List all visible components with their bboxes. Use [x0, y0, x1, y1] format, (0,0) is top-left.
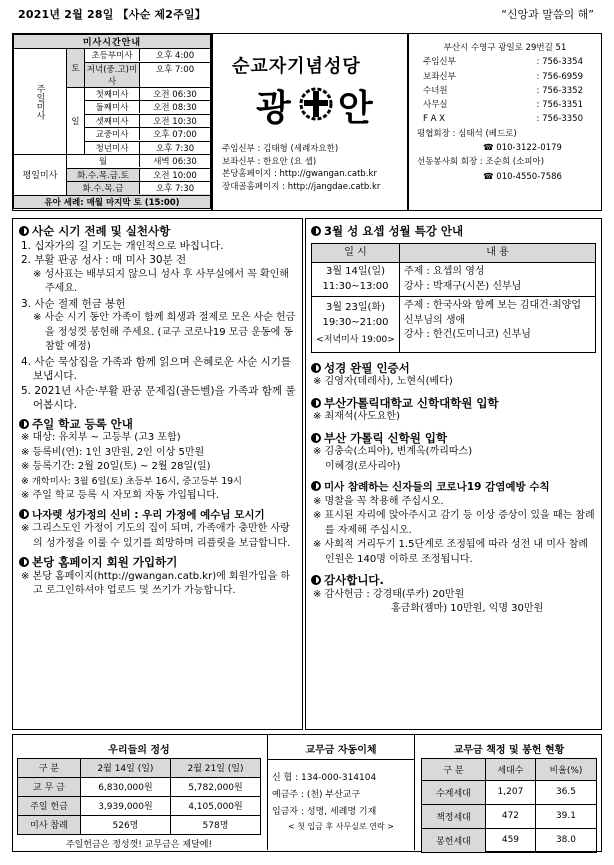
year-motto: “신앙과 말씀의 해” — [501, 8, 594, 21]
sunday-school-item: ※ 대상: 유치부 ~ 고등부 (고3 포함) — [21, 432, 181, 443]
section-bullet-icon — [311, 398, 321, 408]
section-bullet-icon — [311, 575, 321, 585]
lent-note: ※ 사순 시기 동안 가족이 함께 희생과 절제로 모은 사순 헌금을 정성껏 봉헌해 주세요. (교구 코로나19 모금 운동에 동참할 예정) — [33, 312, 296, 352]
graduate-school-title: 부산가톨릭대학교 신학대학원 입학 — [311, 396, 596, 411]
contact-value: : 756-3354 — [536, 57, 583, 68]
thanks-donors: 홍금화(젬마) 10만원, 익명 30만원 — [391, 603, 544, 614]
offering-note: 주일헌금은 정성껏! 교무금은 제달에! — [65, 840, 213, 851]
holy-family-text: ※ 그리스도인 가정이 기도의 집이 되며, 가족애가 충만한 사랑의 성가정을 이룰 수 있기를 희망하며 리플릿을 보급합니다. — [21, 523, 291, 549]
autopay-account: 신 협 : 134-000-314104 — [272, 773, 377, 783]
theology-institute-title: 부산 가톨릭 신학원 입학 — [311, 431, 596, 446]
infant-baptism: 유아 세례: 매월 마지막 토 (15:00) — [14, 195, 211, 209]
offering-label: 미사 참례 — [18, 815, 81, 834]
thanks-donors: ※ 감사헌금 : 강경태(루카) 20만원 — [313, 588, 465, 600]
offering-head: 2월 14일 (일) — [80, 758, 170, 777]
church-subtitle: 순교자기념성당 — [232, 56, 361, 77]
contact-value: : 756-3352 — [536, 85, 583, 96]
homepage-signup-text: ※ 본당 홈페이지(http://gwangan.catb.kr)에 회원가입을 하고 로그인하셔야 업로드 및 쓰기가 가능합니다. — [21, 570, 291, 596]
sunday-school-item: ※ 개학미사: 3월 6일(토) 초등부 16시, 중고등부 19시 — [21, 475, 243, 487]
lent-section-title: 사순 시기 전례 및 실천사항 — [19, 224, 297, 239]
women-association-phone: ☎ 010-4550-7586 — [483, 171, 562, 182]
mass-time: 오후 7:30 — [140, 182, 210, 194]
sunday-mass-label: 주일미사 — [14, 49, 67, 155]
mass-name: 교중미사 — [85, 128, 140, 140]
autopay-holder: 예금주 : (천) 부산교구 — [272, 790, 361, 800]
lent-note: ※ 성사표는 배부되지 않으니 성사 후 사무실에서 꼭 확인해주세요. — [33, 268, 289, 294]
section-bullet-icon — [19, 557, 29, 567]
lecture-head-content: 내 용 — [400, 243, 596, 263]
mass-schedule — [12, 33, 212, 211]
contact-row — [423, 84, 583, 98]
theology-institute-names: 이혜경(로사리아) — [325, 460, 401, 472]
church-name-right: 안 — [338, 88, 373, 129]
mass-time: 오후 7:30 — [155, 143, 195, 154]
covid-rule: ※ 표시된 자리에 앉아주시고 감기 등 이상 증상이 있을 때는 참례를 자제해 주십시오. — [313, 510, 595, 536]
contact-row — [423, 55, 583, 69]
sunday-school-item: ※ 등록비(연): 1인 3만원, 2인 이상 5만원 — [21, 446, 205, 458]
cross-emblem-icon — [298, 86, 334, 122]
council-president: 평협회장 : 심태석 (베드로) — [417, 128, 517, 139]
offering-label: 주일 헌금 — [18, 796, 81, 815]
mass-name: 화.수.목.금.토 — [67, 169, 140, 181]
autopay-title: 교무금 자동이체 — [268, 735, 414, 760]
section-bullet-icon — [19, 226, 29, 236]
weekday-mass-label: 평일미사 — [14, 155, 67, 196]
lecture-content-cell: 주제 : 한국사와 함께 보는 김대건·최양업 신부님의 생애 강사 : 한건(도미니코) 신부님 — [400, 297, 596, 353]
lecture-date-cell: 3월 14일(일) 11:30~13:00 — [312, 263, 400, 297]
pledge-value: 472 — [485, 804, 535, 828]
section-bullet-icon — [19, 509, 29, 519]
section-bullet-icon — [19, 419, 29, 429]
pledge-value: 39.1 — [535, 804, 596, 828]
contact-value: : 756-6959 — [536, 71, 583, 82]
contact-value: : 756-3351 — [536, 100, 583, 111]
church-address: 부산시 수영구 광일로 29번길 51 — [443, 43, 567, 53]
covid-rule: ※ 사회적 거리두기 1.5단계로 조정됨에 따라 성전 내 미사 참례 인원은 140명 이하로 조정됩니다. — [313, 539, 589, 565]
mass-time: 오전 06:30 — [153, 89, 197, 100]
sunday-label: 일 — [67, 87, 85, 155]
mass-time: 오후 7:00 — [140, 63, 210, 87]
contact-value: : 756-3350 — [536, 114, 583, 125]
assistant-pastor-line: 보좌신부 : 한요안 (요 셉) — [222, 156, 317, 167]
autopay-box — [267, 735, 415, 850]
autopay-note: < 첫 입금 후 사무실로 연락 > — [288, 822, 394, 831]
contact-label: 주임신부 — [423, 57, 456, 68]
mass-name: 화.수.목.금 — [67, 182, 140, 194]
contact-row — [423, 70, 583, 84]
lecture-date-cell: 3월 23일(화) 19:30~21:00 <저녁미사 19:00> — [312, 297, 400, 353]
offering-value: 6,830,000원 — [80, 777, 170, 796]
bible-transcription-names: ※ 김영자(데레사), 노현식(베다) — [313, 376, 453, 387]
sunday-school-title: 주일 학교 등록 안내 — [19, 417, 297, 432]
holy-family-title: 나자렛 성가정의 신비 : 우리 가정에 예수님 모시기 — [19, 508, 297, 523]
offering-title: 우리들의 정성 — [18, 739, 261, 758]
covid-rules-title: 미사 참례하는 신자들의 코로나19 감염예방 수칙 — [311, 480, 596, 495]
offering-value: 3,939,000원 — [80, 796, 170, 815]
lent-item: 5. 2021년 사순·부활 판공 문제집(골든벨)을 가족과 함께 풀어봅시다. — [21, 384, 296, 411]
section-bullet-icon — [311, 433, 321, 443]
pledge-title: 교무금 책정 및 봉헌 현황 — [422, 739, 597, 758]
homepage-signup-title: 본당 홈페이지 회원 가입하기 — [19, 555, 297, 570]
lecture-content-cell: 주제 : 요셉의 영성 강사 : 박재구(시몬) 신부님 — [400, 263, 596, 297]
mass-schedule-title: 미사시간안내 — [14, 35, 211, 49]
mass-time: 오후 07:00 — [153, 130, 197, 141]
pledge-label: 수계세대 — [422, 780, 486, 804]
pledge-label: 책정세대 — [422, 804, 486, 828]
pledge-head: 세대수 — [485, 758, 535, 780]
graduate-school-names: ※ 최재석(사도요한) — [313, 411, 400, 422]
mass-time: 새벽 06:30 — [153, 157, 197, 168]
pledge-head: 구 분 — [422, 758, 486, 780]
mass-name: 셋째미사 — [85, 115, 140, 127]
sunday-school-item: ※ 등록기간: 2월 20일(토) ~ 2월 28일(일) — [21, 461, 211, 472]
contact-label: F A X — [423, 114, 445, 125]
thanks-title: 감사합니다. — [311, 573, 596, 588]
lent-item: 3. 사순 절제 헌금 봉헌 — [21, 297, 126, 310]
contact-panel — [408, 33, 602, 211]
offering-value: 4,105,000원 — [170, 796, 260, 815]
bulletin-date: 2021년 2월 28일 【사순 제2주일】 — [18, 8, 206, 21]
section-bullet-icon — [311, 481, 321, 491]
section-bullet-icon — [311, 363, 321, 373]
mass-name: 첫째미사 — [85, 88, 140, 100]
offering-head: 2월 21일 (일) — [170, 758, 260, 777]
sunday-school-item: ※ 주일 학교 등록 시 자모회 자동 가입됩니다. — [21, 490, 220, 501]
saturday-label: 토 — [67, 49, 85, 88]
lecture-head-date: 일 시 — [312, 243, 400, 263]
right-column — [305, 218, 602, 730]
mass-name: 청년미사 — [85, 142, 140, 154]
mass-name: 초등부미사 — [85, 49, 140, 61]
lent-item: 4. 사순 묵상집을 가족과 함께 읽으며 은혜로운 사순 시기를 보냅시다. — [21, 355, 292, 382]
mass-time: 오후 4:00 — [155, 51, 195, 62]
st-joseph-lecture-title: 3월 성 요셉 성월 특강 안내 — [311, 224, 596, 239]
offering-label: 교 무 금 — [18, 777, 81, 796]
pledge-value: 459 — [485, 828, 535, 852]
pledge-value: 36.5 — [535, 780, 596, 804]
pledge-value: 38.0 — [535, 828, 596, 852]
offering-value: 578명 — [170, 815, 260, 834]
pledge-head: 비율(%) — [535, 758, 596, 780]
contact-row — [423, 98, 583, 112]
covid-rule: ※ 명찰을 꼭 착용해 주십시오. — [313, 495, 444, 507]
clergy-info — [222, 143, 380, 193]
theology-institute-names: ※ 김충숙(소피아), 변계옥(까리따스) — [313, 446, 473, 457]
autopay-depositor: 입금자 : 성명, 세례명 기재 — [272, 807, 377, 817]
church-name-left: 광 — [256, 88, 291, 129]
women-association-president: 선동봉사회 회장 : 조순희 (소피아) — [417, 157, 545, 168]
offering-head: 구 분 — [18, 758, 81, 777]
council-phone: ☎ 010-3122-0179 — [483, 143, 562, 154]
lecture-table — [311, 243, 596, 353]
offering-table — [17, 739, 261, 853]
offering-value: 5,782,000원 — [170, 777, 260, 796]
homepage-link[interactable]: 본당홈페이지 : http://gwangan.catb.kr — [222, 169, 377, 179]
mass-time: 오전 08:30 — [153, 103, 197, 114]
mass-time: 오전 10:00 — [140, 169, 210, 181]
section-bullet-icon — [311, 226, 321, 236]
pledge-label: 봉헌세대 — [422, 828, 486, 852]
left-column — [12, 218, 303, 730]
jangdae-homepage-link[interactable]: 장대골홈페이지 : http://jangdae.catb.kr — [222, 181, 381, 192]
bible-transcription-title: 성경 완필 인증서 — [311, 361, 596, 376]
bottom-panel — [12, 734, 602, 852]
pledge-table — [421, 739, 597, 853]
contact-row — [423, 112, 583, 126]
mass-name: 월 — [67, 155, 140, 167]
lent-item: 1. 십자가의 길 기도는 개인적으로 바칩니다. — [21, 239, 224, 252]
mass-name: 저녁(중.고)미사 — [85, 63, 140, 87]
contact-label: 보좌신부 — [423, 71, 456, 82]
contact-label: 사무실 — [423, 100, 448, 111]
pledge-value: 1,207 — [485, 780, 535, 804]
mass-time: 오전 10:30 — [153, 116, 197, 127]
mass-name: 둘째미사 — [85, 101, 140, 113]
contact-label: 수녀원 — [423, 85, 448, 96]
pastor-line: 주임신부 : 김태형 (세례자요한) — [222, 144, 339, 154]
lent-item: 2. 부활 판공 성사 : 매 미사 30분 전 — [21, 254, 187, 266]
offering-value: 526명 — [80, 815, 170, 834]
